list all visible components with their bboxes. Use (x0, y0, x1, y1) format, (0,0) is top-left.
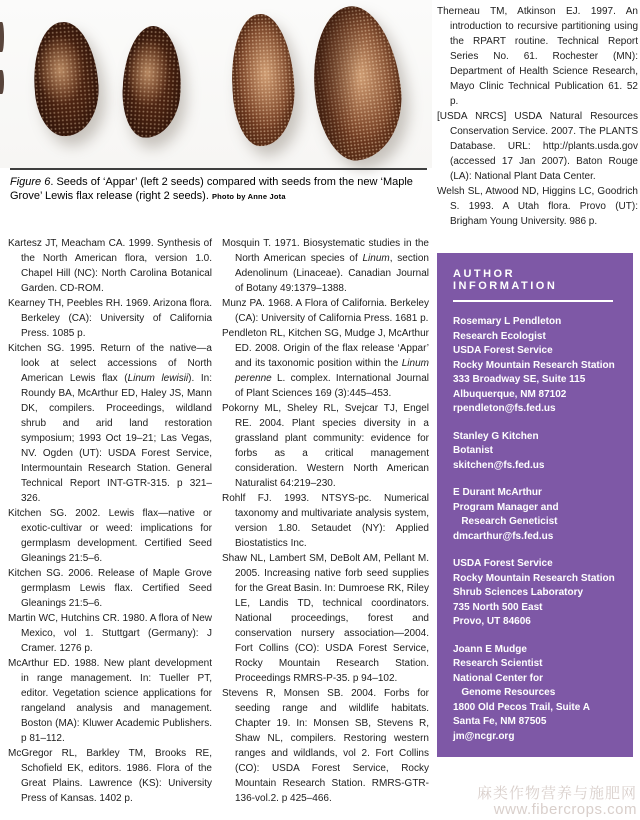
author-line: dmcarthur@fs.fed.us (453, 530, 554, 542)
author-line: National Center for (453, 672, 544, 684)
author-line: Provo, UT 84606 (453, 616, 531, 627)
reference-entry: Rohlf FJ. 1993. NTSYS-pc. Numerical taxonomy and multivariate analysis system, version 1.80. Setaudet (NY): Applied Biostatistics Inc. (222, 493, 429, 549)
author-line: 333 Broadway SE, Suite 115 (453, 374, 586, 385)
reference-entry: Kitchen SG. 2006. Release of Maple Grove germplasm Lewis flax. Certified Seed Gleanings 21:5–6. (8, 568, 212, 609)
author-line: Rocky Mountain Research Station (453, 572, 615, 584)
author-blocks (453, 315, 619, 744)
author-line: Santa Fe, NM 87505 (453, 716, 547, 727)
author-line: Shrub Sciences Laboratory (453, 587, 584, 598)
reference-entry: Stevens R, Monsen SB. 2004. Forbs for seeding range and wildlife habitats. Chapter 19. In: Monsen SB, Stevens R, Shaw NL, compilers. Restoring western ranges and wildlands, vol 2. Fort Collins (CO): USDA Forest Service, Rocky Mountain Research Station. RMRS-GTR-136-vol.2. p 425–466. (222, 688, 429, 804)
author-line: Research Geneticist (453, 516, 558, 527)
author-line: Albuquerque, NM 87102 (453, 388, 567, 400)
author-line: Rosemary L Pendleton (453, 316, 562, 327)
reference-entry: Therneau TM, Atkinson EJ. 1997. An introduction to recursive partitioning using the RPART routine. Technical Report Series No. 61. Rochester (MN): Department of Health Science Research, Mayo Clinic Technical Publication 61. 52 p. (437, 6, 638, 107)
author-line: Research Ecologist (453, 330, 546, 342)
cropped-seed-edge (0, 22, 4, 52)
reference-entry: Martin WC, Hutchins CR. 1980. A flora of New Mexico, vol 1. Stuttgart (Germany): J Cramer. 1276 p. (8, 613, 212, 654)
reference-entry: McArthur ED. 1988. New plant development in range management. In: Tueller PT, editor. Vegetation science applications for rangeland analysis and management. Boston (MA): Kluwer Academic Publishers. p 81–112. (8, 658, 212, 744)
author-line: E Durant McArthur (453, 487, 542, 498)
author-line: Botanist (453, 445, 493, 456)
author-title-underline (453, 300, 613, 302)
site-watermark (477, 786, 637, 818)
author-line: skitchen@fs.fed.us (453, 459, 545, 471)
references-column-1 (8, 236, 212, 806)
author-line: rpendleton@fs.fed.us (453, 403, 556, 414)
author-line: Research Scientist (453, 658, 543, 669)
author-information-box (437, 253, 633, 757)
reference-entry: Mosquin T. 1971. Biosystematic studies in the North American species of Linum, section Adenolinum (Linaceae). Canadian Journal of Botany 49:1379–1388. (222, 238, 429, 294)
references-column-2 (222, 236, 429, 806)
caption-divider (10, 168, 427, 170)
reference-entry: [USDA NRCS] USDA Natural Resources Conservation Service. 2007. The PLANTS Database. URL: http://plants.usda.gov (accessed 17 Jan 2007). Baton Rouge (LA): National Plant Data Center. (437, 111, 638, 182)
appar-seed-2 (120, 25, 184, 140)
author-line: Rocky Mountain Research Station (453, 359, 615, 371)
author-block (453, 315, 619, 417)
reference-entry: Welsh SL, Atwood ND, Higgins LC, Goodrich S. 1993. A Utah flora. Provo (UT): Brigham Young University. 986 p. (437, 186, 638, 227)
reference-entry: Kitchen SG. 2002. Lewis flax—native or exotic-cultivar or weed: implications for germplasm development. Certified Seed Gleanings 21:5–6. (8, 508, 212, 564)
author-block (453, 430, 619, 474)
maple-grove-seed-2 (305, 1, 409, 164)
author-block (453, 486, 619, 544)
reference-entry: Kearney TH, Peebles RH. 1969. Arizona flora. Berkeley (CA): University of California Press. 1085 p. (8, 298, 212, 339)
author-line: Stanley G Kitchen (453, 430, 539, 442)
reference-entry: Shaw NL, Lambert SM, DeBolt AM, Pellant M. 2005. Increasing native forb seed supplies for the Great Basin. In: Dumroese RK, Riley LE, Landis TD, technical coordinators. National proceedings, forest and conservation nursery association—2004. Fort Collins (CO): USDA Forest Service, Rocky Mountain Research Station. Proceedings RMRS-P-35. p 94–102. (222, 553, 429, 684)
author-line: 735 North 500 East (453, 601, 543, 613)
reference-entry: Munz PA. 1968. A Flora of California. Berkeley (CA): University of California Press. 1681 p. (222, 298, 429, 324)
author-line: USDA Forest Service (453, 558, 553, 569)
reference-entry: McGregor RL, Barkley TM, Brooks RE, Schofield EK, editors. 1986. Flora of the Great Plains. Lawrence (KS): University Press of Kansas. 1402 p. (8, 748, 212, 804)
maple-grove-seed-1 (229, 12, 298, 147)
references-column-3 (437, 4, 638, 229)
author-line: 1800 Old Pecos Trail, Suite A (453, 701, 590, 713)
author-block (453, 557, 619, 630)
watermark-url: www.fibercrops.com (493, 801, 637, 818)
figure-caption-text: . Seeds of ‘Appar’ (left 2 seeds) compared with seeds from the new ‘Maple Grove’ Lewis flax release (right 2 seeds). (10, 176, 413, 202)
cropped-seed-edge (0, 70, 4, 94)
author-information-title: AUTHOR INFORMATION (453, 268, 558, 292)
author-line: Program Manager and (453, 501, 559, 513)
author-line: USDA Forest Service (453, 345, 553, 356)
author-block (453, 643, 619, 745)
figure-caption (10, 176, 434, 203)
seed-photo (0, 0, 432, 168)
photo-credit: Photo by Anne Jota (211, 191, 286, 201)
figure-label: Figure 6 (10, 176, 51, 188)
reference-entry: Kitchen SG. 1995. Return of the native—a look at select accessions of North American Lewis flax (Linum lewisii). In: Roundy BA, McArthur ED, Haley JS, Mann DK, compilers. Proceedings, wildland shrub and arid land restoration symposium; 1993 Oct 19–21; Las Vegas, NV. Ogden (UT): USDA Forest Service, Intermountain Research Station. General Technical Report INT-GTR-315. p 321–326. (8, 343, 212, 504)
reference-entry: Kartesz JT, Meacham CA. 1999. Synthesis of the North American flora, version 1.0. Chapel Hill (NC): North Carolina Botanical Garden. CD-ROM. (8, 238, 212, 294)
watermark-chinese: 麻类作物营养与施肥网 (476, 785, 637, 802)
author-line: Genome Resources (453, 687, 556, 698)
author-line: Joann E Mudge (453, 643, 527, 655)
reference-entry: Pendleton RL, Kitchen SG, Mudge J, McArthur ED. 2008. Origin of the flax release ‘Appar’ and its taxonomic position within the Linum perenne L. complex. International Journal of Plant Sciences 169 (3):445–453. (222, 328, 429, 399)
author-line: jm@ncgr.org (453, 730, 515, 742)
reference-entry: Pokorny ML, Sheley RL, Svejcar TJ, Engel RE. 2004. Plant species diversity in a grassland plant community: evidence for forbs as a critical management consideration. Western North American Naturalist 64:219–230. (222, 403, 429, 489)
appar-seed-1 (30, 20, 102, 138)
